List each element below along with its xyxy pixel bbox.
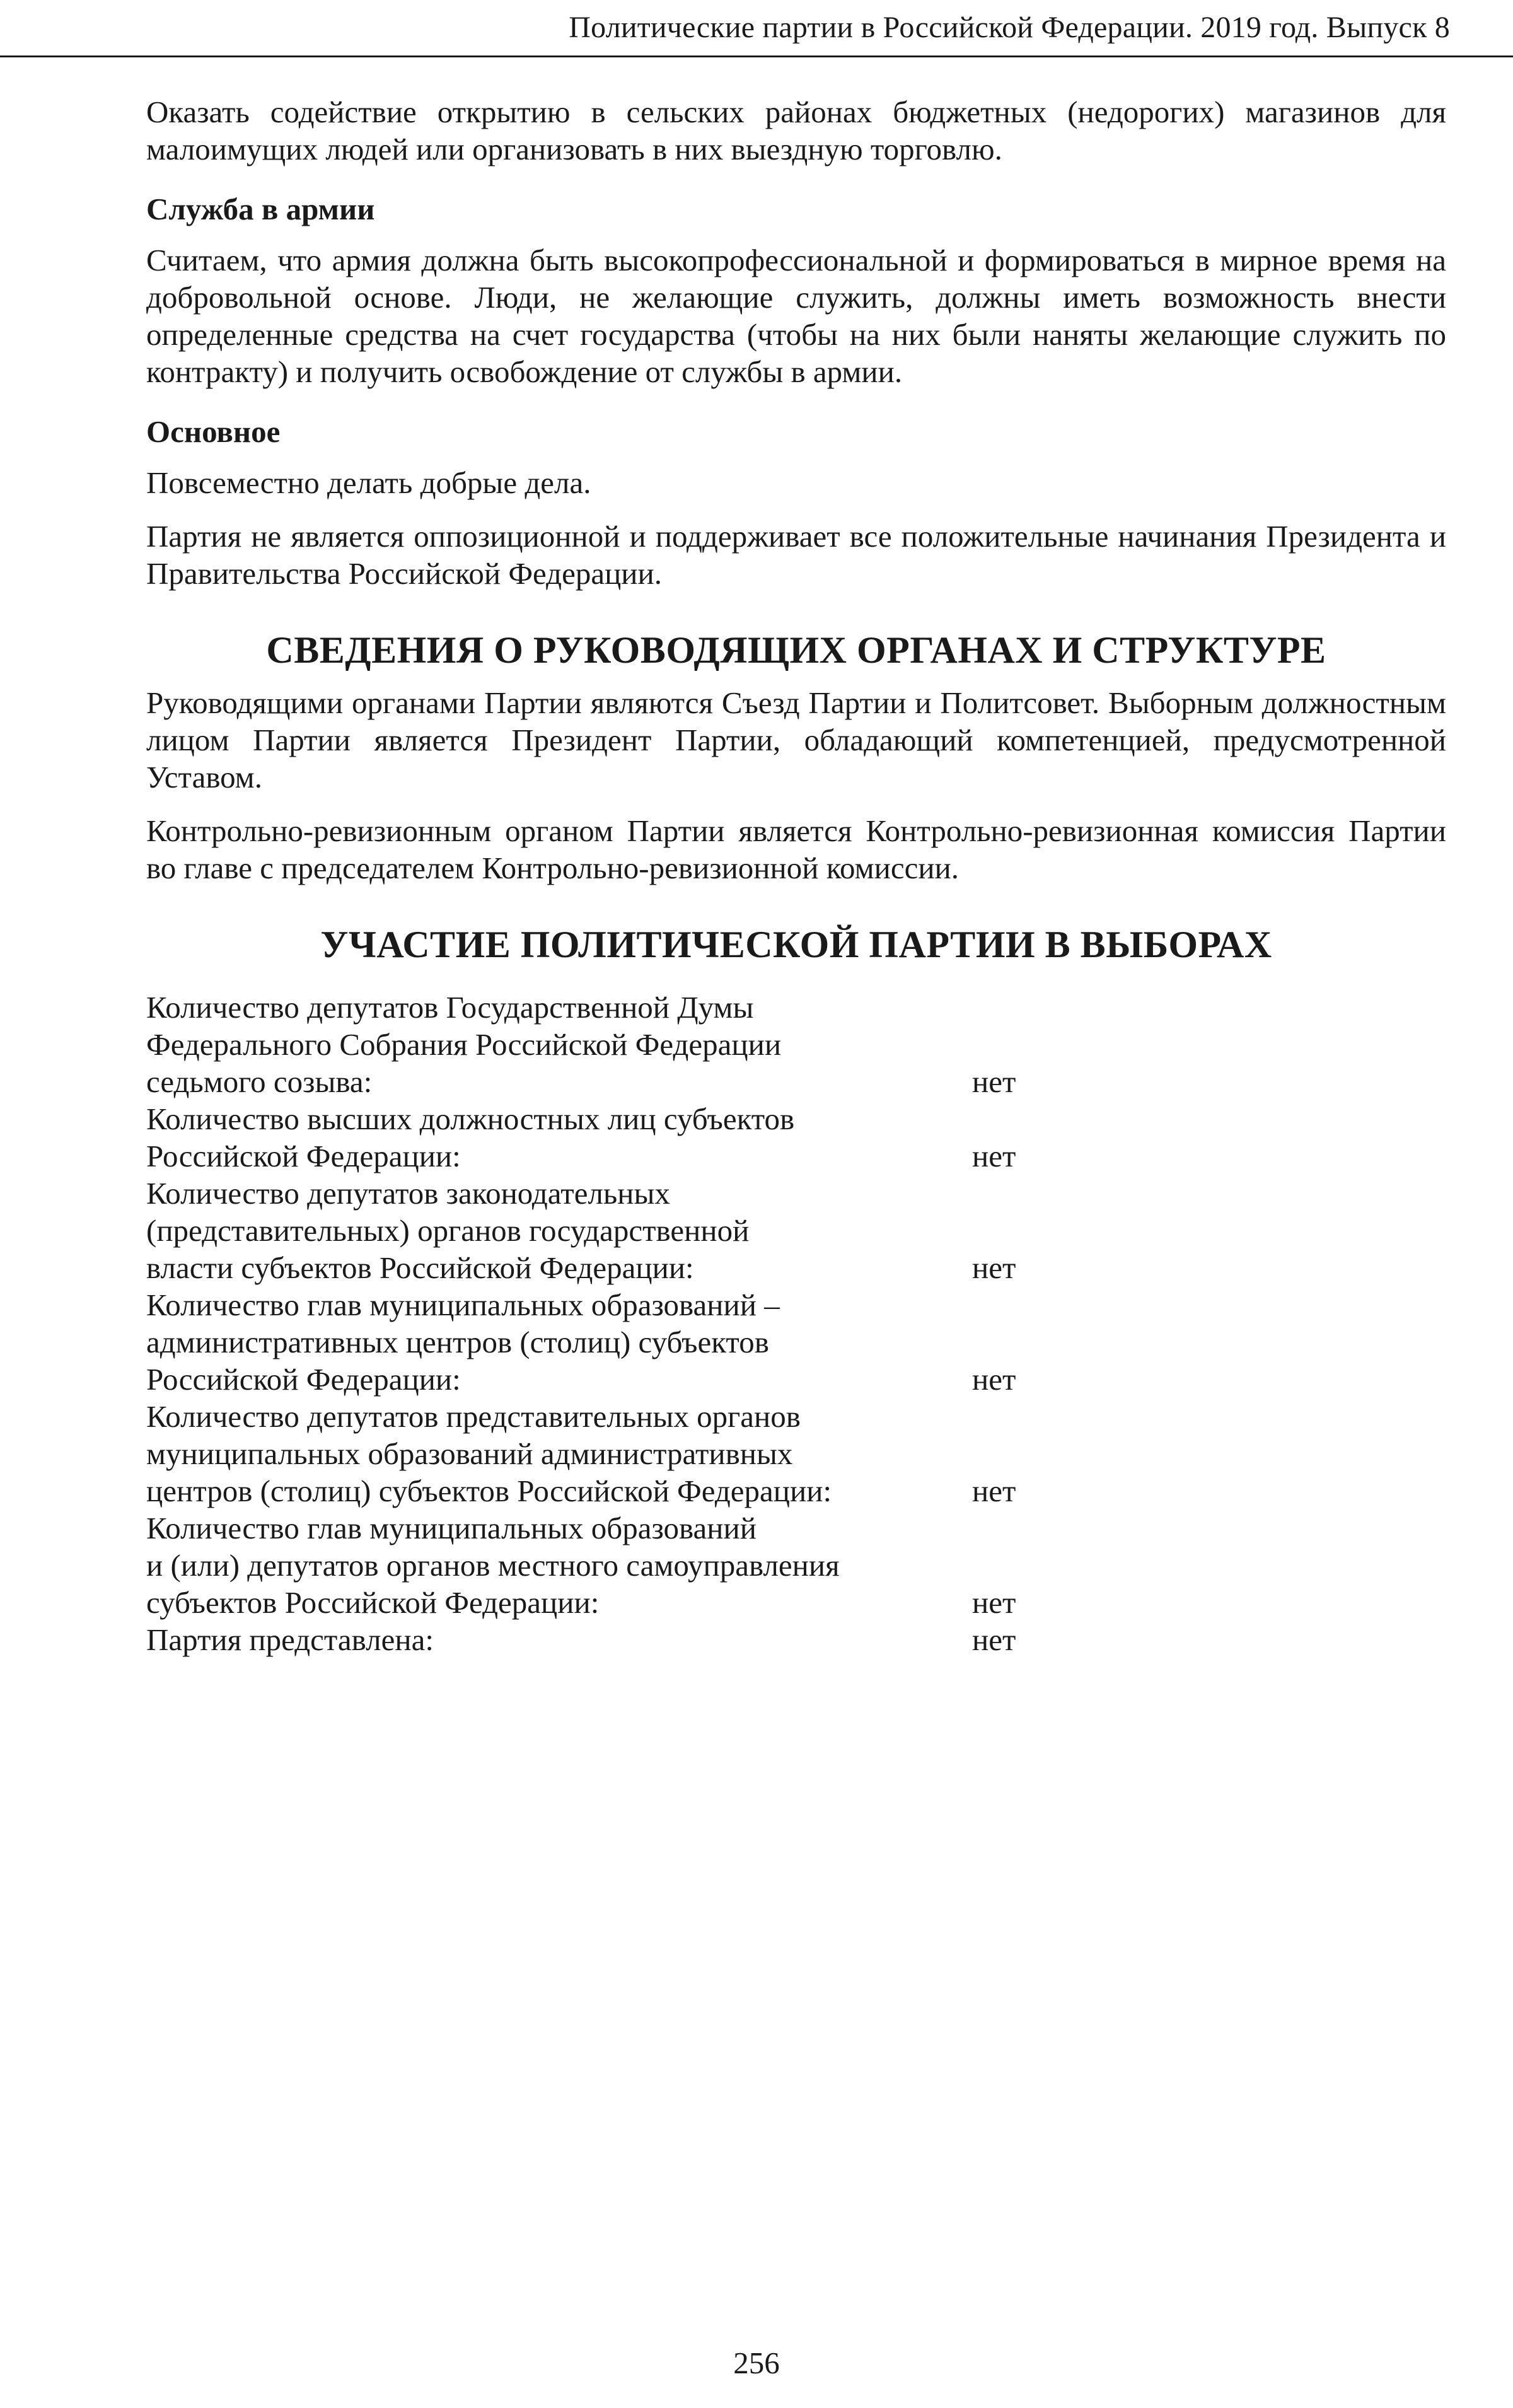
- main-paragraph-2: Партия не является оппозиционной и поддерживает все положительные начинания Президента и Правительства Российской Федерации.: [146, 519, 1446, 591]
- elections-row: [146, 1398, 1446, 1509]
- page-number: 256: [733, 2346, 780, 2380]
- main-paragraph-1: Повсеместно делать добрые дела.: [146, 465, 591, 500]
- header-rule: [0, 55, 1513, 57]
- elections-row-label: Количество глав муниципальных образований – административных центров (столиц) субъектов Российской Федерации:: [146, 1288, 780, 1397]
- elections-row-value: нет: [972, 1622, 1016, 1657]
- elections-row-value: нет: [972, 1474, 1016, 1508]
- elections-row-value: нет: [972, 1362, 1016, 1397]
- elections-row-label: Партия представлена:: [146, 1622, 434, 1657]
- main-heading: Основное: [146, 414, 281, 449]
- running-head: Политические партии в Российской Федерации. 2019 год. Выпуск 8: [569, 11, 1450, 44]
- army-paragraph: Считаем, что армия должна быть высокопрофессиональной и формироваться в мирное время на добровольной основе. Люди, не желающие служить, должны иметь возможность внести определенные средства на счет государства (чтобы на них были наняты желающие служить по контракту) и получить освобождение от службы в армии.: [146, 243, 1446, 389]
- army-heading: Служба в армии: [146, 192, 375, 226]
- elections-row: [146, 1286, 1446, 1398]
- elections-title: УЧАСТИЕ ПОЛИТИЧЕСКОЙ ПАРТИИ В ВЫБОРАХ: [320, 924, 1272, 965]
- governance-title: СВЕДЕНИЯ О РУКОВОДЯЩИХ ОРГАНАХ И СТРУКТУРЕ: [266, 629, 1326, 671]
- elections-row-label: Количество депутатов Государственной Думы Федерального Собрания Российской Федерации седьмого созыва:: [146, 990, 782, 1099]
- elections-row-value: нет: [972, 1585, 1016, 1620]
- elections-table: [146, 989, 1446, 1658]
- elections-row: [146, 1100, 1446, 1175]
- elections-row-value: нет: [972, 1064, 1016, 1099]
- elections-row: [146, 1621, 1446, 1658]
- elections-row-label: Количество депутатов законодательных (представительных) органов государственной власти субъектов Российской Федерации:: [146, 1176, 750, 1285]
- elections-row: [146, 1175, 1446, 1286]
- elections-row-label: Количество депутатов представительных органов муниципальных образований административных центров (столиц) субъектов Российской Федерации:: [146, 1399, 832, 1508]
- page-content: [146, 93, 1446, 1658]
- governance-paragraph-2: Контрольно-ревизионным органом Партии является Контрольно-ревизионная комиссия Партии во главе с председателем Контрольно-ревизионной комиссии.: [146, 813, 1446, 885]
- governance-paragraph-1: Руководящими органами Партии являются Съезд Партии и Политсовет. Выборным должностным лицом Партии является Президент Партии, обладающий компетенцией, предусмотренной Уставом.: [146, 685, 1446, 794]
- elections-row-value: нет: [972, 1250, 1016, 1285]
- elections-row-label: Количество глав муниципальных образований и (или) депутатов органов местного самоуправления субъектов Российской Федерации:: [146, 1511, 840, 1620]
- elections-row: [146, 989, 1446, 1100]
- intro-paragraph: Оказать содействие открытию в сельских районах бюджетных (недорогих) магазинов для малоимущих людей или организовать в них выездную торговлю.: [146, 95, 1446, 166]
- elections-row-label: Количество высших должностных лиц субъектов Российской Федерации:: [146, 1102, 795, 1173]
- elections-row-value: нет: [972, 1139, 1016, 1173]
- elections-row: [146, 1509, 1446, 1621]
